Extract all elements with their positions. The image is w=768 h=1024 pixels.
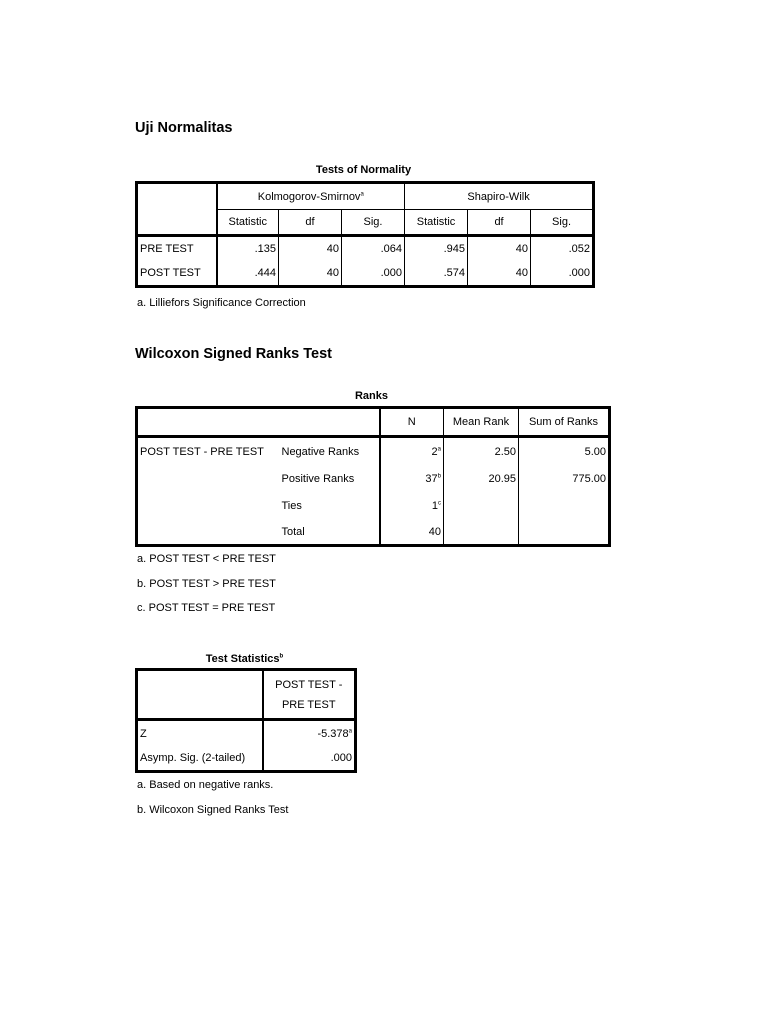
- table-row: [137, 437, 610, 466]
- ranks-footnote-a: a. POST TEST < PRE TEST: [137, 553, 276, 565]
- cell-value: [380, 466, 444, 493]
- col-header: Sig.: [531, 210, 594, 236]
- wilcoxon-heading: Wilcoxon Signed Ranks Test: [135, 346, 332, 362]
- col-header: Sig.: [342, 210, 405, 236]
- cell-value: .135: [217, 236, 279, 262]
- col-header: df: [279, 210, 342, 236]
- row-label: Positive Ranks: [280, 466, 380, 493]
- cell-value: 40: [279, 236, 342, 262]
- col-header: Statistic: [405, 210, 468, 236]
- row-label: PRE TEST: [137, 236, 217, 262]
- cell-value: [444, 493, 519, 520]
- footnote-marker: b: [279, 653, 284, 660]
- cell-value: 20.95: [444, 466, 519, 493]
- cell-value: 40: [468, 262, 531, 287]
- corner-cell: [137, 408, 380, 437]
- corner-cell: [137, 670, 263, 720]
- col-header: [263, 670, 356, 720]
- normality-footnote: a. Lilliefors Significance Correction: [137, 297, 306, 309]
- cell-value: .945: [405, 236, 468, 262]
- cell-value: [263, 747, 356, 772]
- cell-value: 775.00: [519, 466, 610, 493]
- cell-value: [380, 493, 444, 520]
- cell-value: .574: [405, 262, 468, 287]
- normality-table: [135, 181, 595, 288]
- col-header: N: [380, 408, 444, 437]
- test-stats-footnote-a: a. Based on negative ranks.: [137, 779, 274, 791]
- cell-value: .052: [531, 236, 594, 262]
- row-label: POST TEST: [137, 262, 217, 287]
- test-stats-caption-text: Test Statistics: [205, 653, 280, 665]
- table-row: [137, 236, 594, 262]
- stat-value: -5.378: [317, 727, 349, 740]
- col-header-line: PRE TEST: [281, 698, 336, 711]
- group-header-ks: [217, 183, 405, 210]
- col-header: df: [468, 210, 531, 236]
- n-value: 37: [425, 473, 438, 485]
- cell-value: [380, 520, 444, 546]
- cell-value: .000: [531, 262, 594, 287]
- footnote-marker: a: [437, 446, 441, 453]
- footnote-marker: a: [360, 190, 364, 197]
- cell-value: .444: [217, 262, 279, 287]
- table-row: [137, 262, 594, 287]
- row-label: Negative Ranks: [280, 437, 380, 466]
- col-header: Statistic: [217, 210, 279, 236]
- cell-value: 40: [468, 236, 531, 262]
- cell-value: [444, 520, 519, 546]
- n-value: 2: [431, 445, 438, 458]
- col-header: Sum of Ranks: [519, 408, 610, 437]
- ranks-footnote-c: c. POST TEST = PRE TEST: [137, 602, 276, 614]
- col-header-line: POST TEST -: [275, 678, 343, 691]
- footnote-marker: a: [348, 728, 352, 735]
- test-stats-footnote-b: b. Wilcoxon Signed Ranks Test: [137, 804, 289, 816]
- table-row: [137, 720, 356, 747]
- cell-value: .064: [342, 236, 405, 262]
- cell-value: [380, 437, 444, 466]
- stat-value: .000: [330, 752, 352, 765]
- ranks-footnote-b: b. POST TEST > PRE TEST: [137, 578, 276, 590]
- test-stats-table: [135, 668, 357, 773]
- ranks-caption: Ranks: [354, 390, 389, 402]
- footnote-marker: c: [438, 500, 441, 507]
- footnote-marker: b: [437, 473, 441, 480]
- cell-value: 2.50: [444, 437, 519, 466]
- n-value: 40: [428, 525, 441, 538]
- ranks-table: [135, 406, 611, 547]
- cell-value: [519, 493, 610, 520]
- cell-value: 5.00: [519, 437, 610, 466]
- cell-value: .000: [342, 262, 405, 287]
- cell-value: [519, 520, 610, 546]
- corner-cell: [137, 183, 217, 236]
- row-label: Z: [137, 720, 263, 747]
- cell-value: [263, 720, 356, 747]
- group-ks-label: Kolmogorov-Smirnov: [257, 190, 361, 203]
- normality-heading: Uji Normalitas: [135, 120, 233, 136]
- normality-caption: Tests of Normality: [315, 164, 412, 176]
- row-label: Total: [280, 520, 380, 546]
- row-label: Ties: [280, 493, 380, 520]
- cell-value: 40: [279, 262, 342, 287]
- group-label: POST TEST - PRE TEST: [137, 437, 280, 546]
- table-row: [137, 747, 356, 772]
- col-header: Mean Rank: [444, 408, 519, 437]
- group-header-sw: Shapiro-Wilk: [405, 183, 594, 210]
- n-value: 1: [431, 500, 438, 512]
- test-stats-caption: [135, 653, 354, 665]
- row-label: Asymp. Sig. (2-tailed): [137, 747, 263, 772]
